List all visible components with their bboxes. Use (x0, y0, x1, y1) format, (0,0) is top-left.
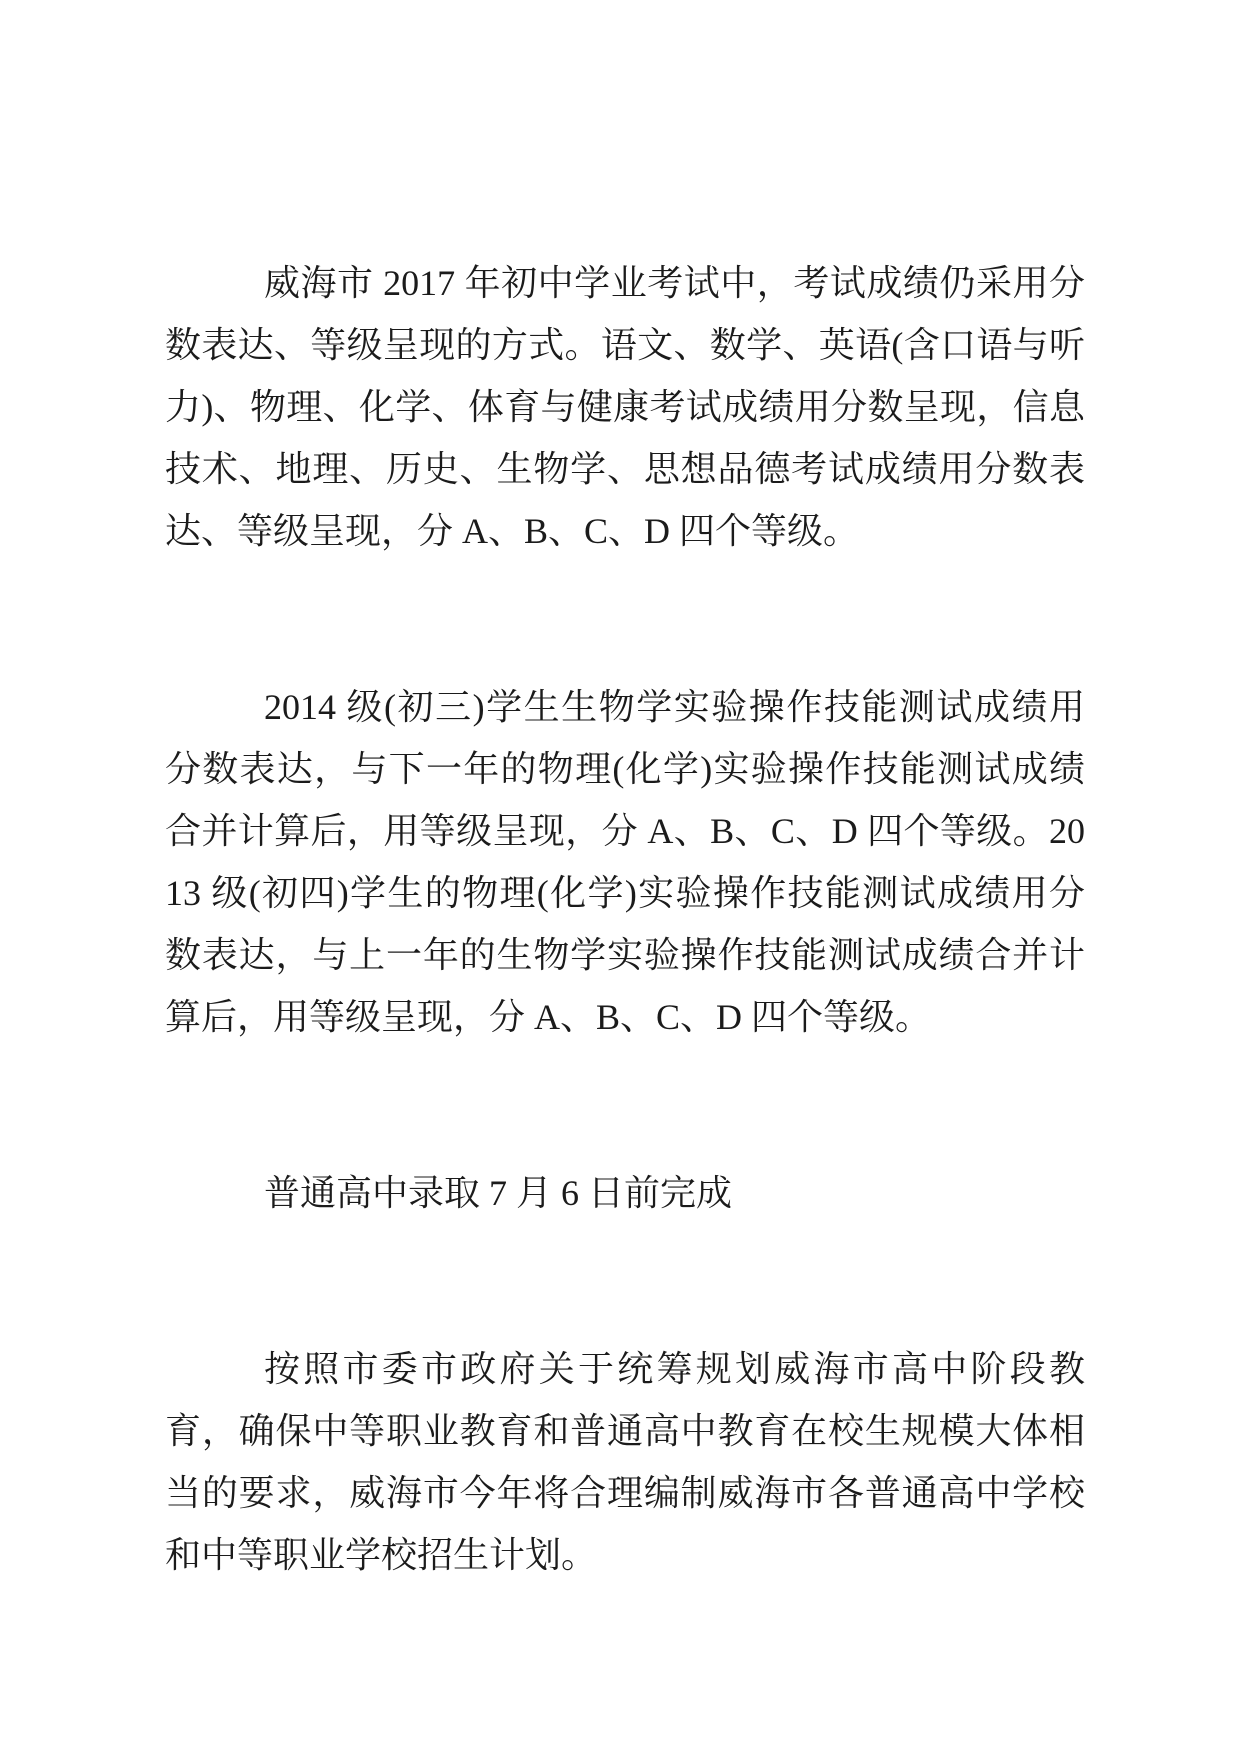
paragraph-enrollment-plan: 按照市委市政府关于统筹规划威海市高中阶段教育，确保中等职业教育和普通高中教育在校生规模大体相当的要求，威海市今年将合理编制威海市各普通高中学校和中等职业学校招生计划。 (165, 1349, 1085, 1575)
subheading-admission-deadline: 普通高中录取 7 月 6 日前完成 (264, 1173, 733, 1213)
paragraph-lab-skill-test: 2014 级(初三)学生生物学实验操作技能测试成绩用分数表达，与下一年的物理(化学)实验操作技能测试成绩合并计算后，用等级呈现，分 A、B、C、D 四个等级。2013 级(初四)学生的物理(化学)实验操作技能测试成绩用分数表达，与上一年的生物学实验操作技能测试成绩合并计算后，用等级呈现，分 A、B、C、D 四个等级。 (165, 687, 1085, 1037)
paragraph-exam-score-format: 威海市 2017 年初中学业考试中，考试成绩仍采用分数表达、等级呈现的方式。语文、数学、英语(含口语与听力)、物理、化学、体育与健康考试成绩用分数呈现，信息技术、地理、历史、生物学、思想品德考试成绩用分数表达、等级呈现，分 A、B、C、D 四个等级。 (165, 263, 1085, 551)
